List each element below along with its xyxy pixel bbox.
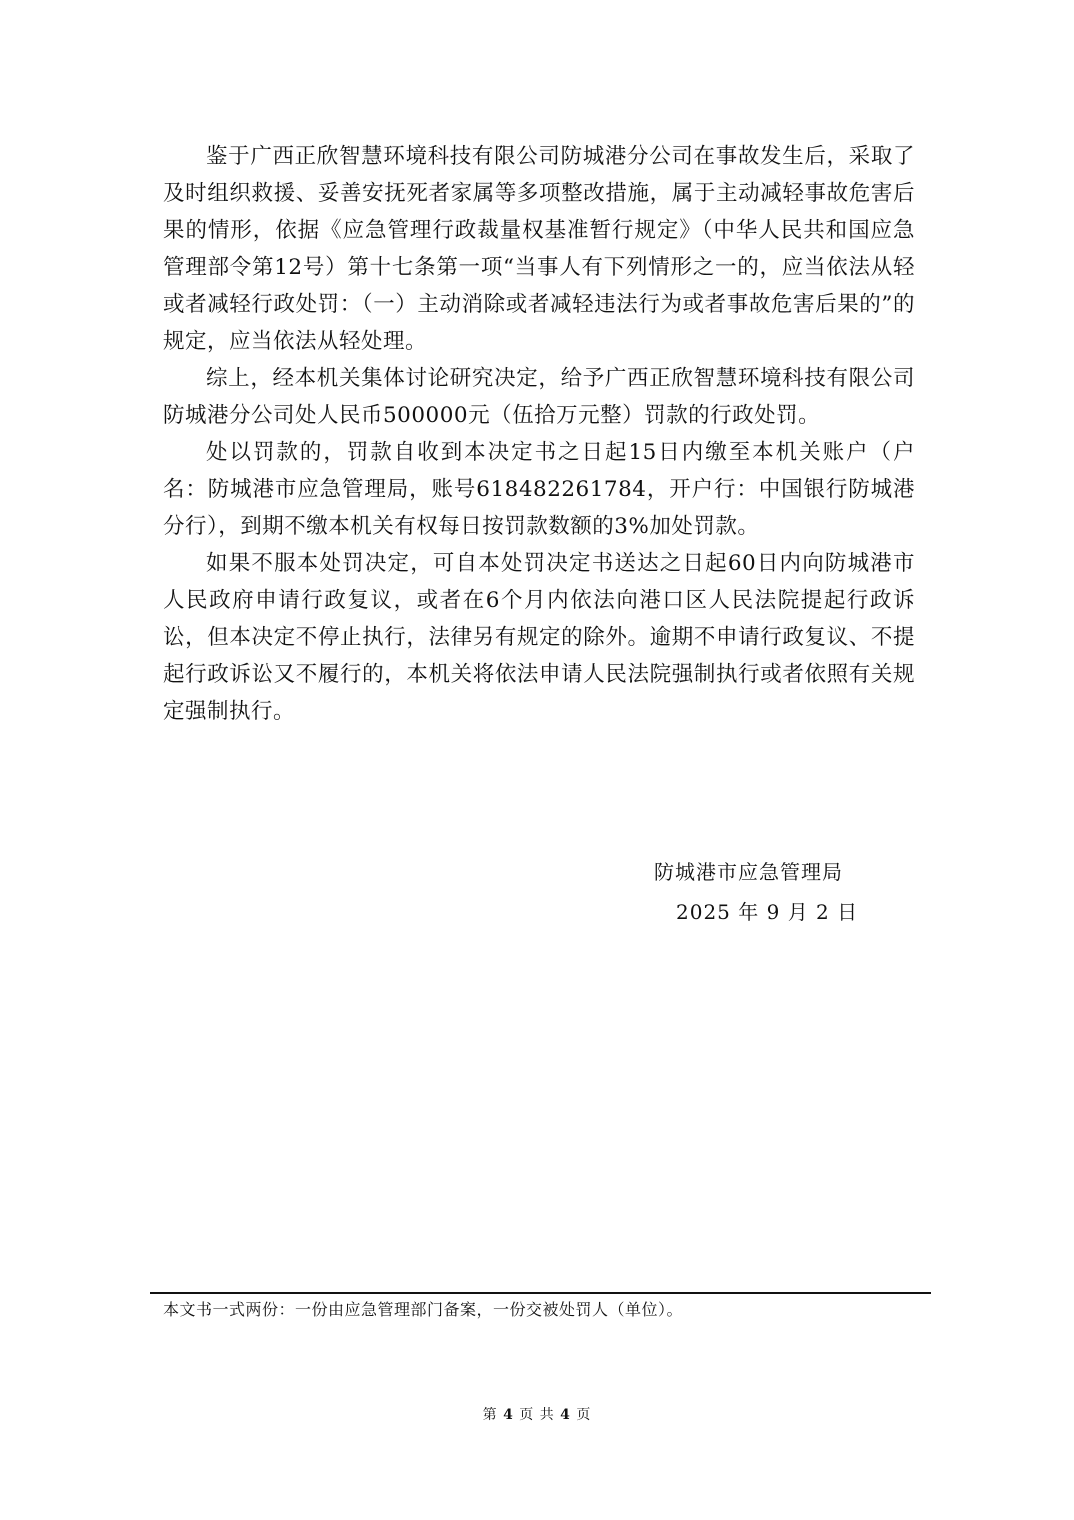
document-body	[163, 138, 915, 730]
page-number-total: 4	[560, 1407, 571, 1423]
paragraph-mitigation: 鉴于广西正欣智慧环境科技有限公司防城港分公司在事故发生后，采取了及时组织救援、妥善安抚死者家属等多项整改措施，属于主动减轻事故危害后果的情形，依据《应急管理行政裁量权基准暂行规定》（中华人民共和国应急管理部令第12号）第十七条第一项“当事人有下列情形之一的，应当依法从轻或者减轻行政处罚：（一）主动消除或者减轻违法行为或者事故危害后果的”的规定，应当依法从轻处理。	[163, 144, 915, 354]
paragraph-appeal: 如果不服本处罚决定，可自本处罚决定书送达之日起60日内向防城港市人民政府申请行政复议，或者在6个月内依法向港口区人民法院提起行政诉讼，但本决定不停止执行，法律另有规定的除外。逾期不申请行政复议、不提起行政诉讼又不履行的，本机关将依法申请人民法院强制执行或者依照有关规定强制执行。	[163, 551, 915, 724]
signature-organization: 防城港市应急管理局	[654, 860, 843, 884]
page-number-middle: 页 共	[519, 1407, 555, 1423]
footer-note: 本文书一式两份：一份由应急管理部门备案，一份交被处罚人（单位）。	[163, 1300, 684, 1319]
paragraph-payment: 处以罚款的，罚款自收到本决定书之日起15日内缴至本机关账户（户名：防城港市应急管理局，账号618482261784，开户行：中国银行防城港分行），到期不缴本机关有权每日按罚款数额的3%加处罚款。	[163, 440, 915, 539]
paragraph-decision: 综上，经本机关集体讨论研究决定，给予广西正欣智慧环境科技有限公司防城港分公司处人民币500000元（伍拾万元整）罚款的行政处罚。	[163, 366, 915, 428]
page-number-prefix: 第	[482, 1407, 498, 1423]
page-number	[0, 1404, 1074, 1424]
signature-date: 2025 年 9 月 2 日	[676, 900, 859, 924]
footer-divider	[150, 1292, 931, 1294]
page-number-suffix: 页	[576, 1407, 592, 1423]
page-number-current: 4	[503, 1407, 514, 1423]
